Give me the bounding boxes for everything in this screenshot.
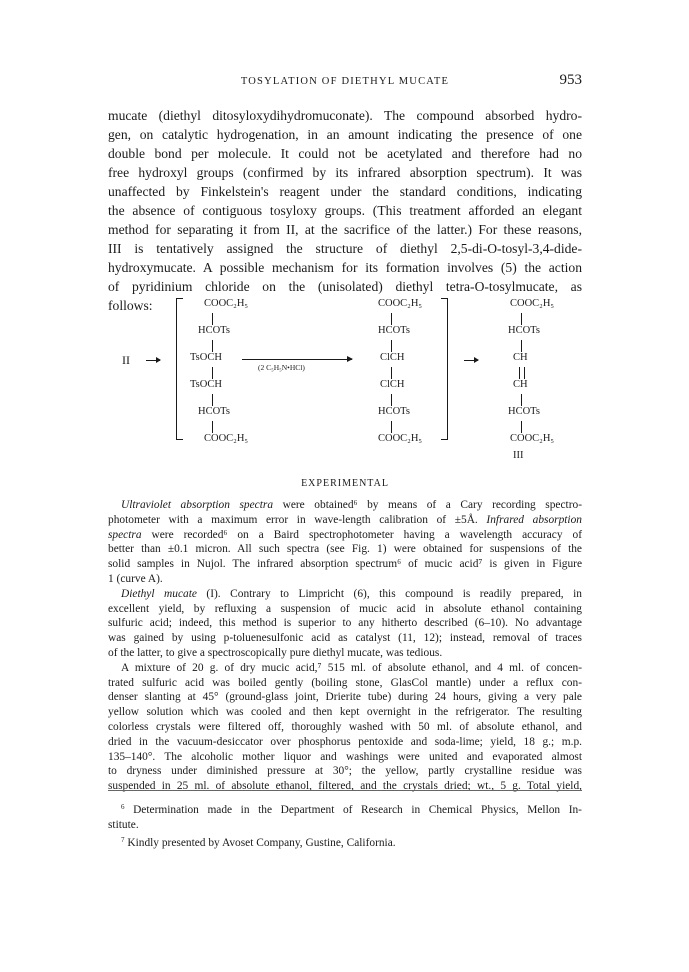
footnote-mark: 7 — [121, 835, 125, 844]
single-bond — [391, 394, 392, 406]
footnote-7: $^7$ Kindly presented by Avoset Company, Gustine, California. — [121, 835, 396, 849]
text-line: 135–140°. The alcoholic mother liquor and washings were united and evaporated almost — [108, 750, 582, 763]
formula-group: CH — [513, 379, 528, 390]
text-line: colorless crystals were filtered off, thoroughly washed with 50 ml. of absolute ethanol, and — [108, 720, 582, 733]
formula-group: COOC₂H₅ — [204, 433, 249, 444]
single-bond — [212, 421, 213, 433]
footnote-6-continued: stitute. — [108, 818, 139, 831]
single-bond — [521, 340, 522, 352]
text-line: yellow solution which was cooled and then kept overnight in the refrigerator. The resulting — [108, 706, 582, 719]
section-heading: EXPERIMENTAL — [301, 478, 389, 489]
formula-group: HCOTs — [198, 325, 230, 336]
formula-group: COOC₂H₅ — [378, 298, 423, 309]
text-line: follows: — [108, 298, 153, 313]
running-head — [108, 72, 582, 92]
text-line: unaffected by Finkelstein's reagent under the standard conditions, indicating — [108, 184, 582, 199]
double-bond — [519, 367, 525, 379]
formula-group: TsOCH — [190, 352, 222, 363]
text-line: hydroxymucate. A possible mechanism for its formation involves (5) the action — [108, 260, 582, 275]
formula-group: COOC₂H₅ — [378, 433, 423, 444]
text-line: of the latter, to give a spectroscopically pure diethyl mucate, was tedious. — [108, 646, 443, 659]
reaction-arrow — [146, 360, 160, 361]
formula-group: CH — [513, 352, 528, 363]
text-line: III is tentatively assigned the structure of diethyl 2,5-di-O-tosyl-3,4-dide- — [108, 241, 582, 256]
left-bracket — [176, 298, 183, 440]
footnote-6: $^6$ Determination made in the Department of Research in Chemical Physics, Mellon In- — [121, 803, 582, 816]
text-line: free hydroxyl groups (confirmed by its infrared absorption spectrum). It was — [108, 165, 582, 180]
formula-group: COOC₂H₅ — [510, 433, 555, 444]
single-bond — [521, 421, 522, 433]
footnote-mark: 6 — [121, 803, 125, 811]
experimental-text — [108, 498, 582, 794]
formula-group: HCOTs — [198, 406, 230, 417]
text-line: Diethyl mucate (I). Contrary to Limpricht (6), this compound is readily prepared, in — [121, 587, 582, 600]
single-bond — [391, 421, 392, 433]
text-line: to dryness under diminished pressure at 30°; the yellow, partly crystalline residue was — [108, 765, 582, 778]
single-bond — [521, 313, 522, 325]
text-line: photometer with a maximum error in wave-length calibration of ±5Å. Infrared absorption — [108, 513, 582, 526]
reaction-scheme — [108, 296, 582, 466]
reaction-arrow-long — [242, 359, 352, 360]
text-line: was gained by using p-toluenesulfonic acid as catalyst (11, 12); instead, removal of traces — [108, 632, 582, 645]
compound-label-II: II — [122, 353, 130, 367]
text-line: trated sulfuric acid was boiled gently (boiling stone, GlasCol mantle) under a reflux con- — [108, 676, 582, 689]
text-line: solid samples in Nujol. The infrared absorption spectrum⁶ of mucic acid⁷ is given in Figure — [108, 558, 582, 571]
formula-group: HCOTs — [508, 325, 540, 336]
text-line: of pyridinium chloride on the (unisolated) diethyl tetra-O-tosylmucate, as — [108, 279, 582, 294]
reaction-arrow — [464, 360, 478, 361]
page-number: 953 — [559, 72, 582, 88]
formula-group: ClCH — [380, 352, 405, 363]
text-line: mucate (diethyl ditosyloxydihydromuconate). The compound absorbed hydro- — [108, 108, 582, 123]
single-bond — [212, 313, 213, 325]
text-line: the absence of contiguous tosyloxy groups. (This treatment afforded an elegant — [108, 203, 582, 218]
single-bond — [521, 394, 522, 406]
text-line: double bond per molecule. It could not be acetylated and therefore had no — [108, 146, 582, 161]
text-line: dried in the vacuum-desiccator over phosphorus pentoxide and soda-lime; yield, 18 g.; m.p. — [108, 735, 582, 748]
text-line: gen, on catalytic hydrogenation, in an amount indicating the presence of one — [108, 127, 582, 142]
footnotes — [108, 800, 582, 850]
text-line: sulfuric acid; indeed, this method is superior to any hitherto described (6–10). No advantage — [108, 617, 582, 630]
text-line: spectra were recorded⁶ on a Baird spectrophotometer having a wavelength accuracy of — [108, 528, 582, 541]
text-line: 1 (curve A). — [108, 572, 163, 585]
single-bond — [391, 367, 392, 379]
right-bracket — [441, 298, 448, 440]
single-bond — [212, 394, 213, 406]
formula-group: HCOTs — [508, 406, 540, 417]
running-title: TOSYLATION OF DIETHYL MUCATE — [240, 76, 450, 87]
text-line: suspended in 25 ml. of absolute ethanol, filtered, and the crystals dried; wt., 5 g. Total yield, — [108, 780, 582, 793]
formula-group: COOC₂H₅ — [204, 298, 249, 309]
formula-group: COOC₂H₅ — [510, 298, 555, 309]
text-line: A mixture of 20 g. of dry mucic acid,⁷ 515 ml. of absolute ethanol, and 4 ml. of concen- — [121, 661, 582, 674]
text-line: Ultraviolet absorption spectra were obtained⁶ by means of a Cary recording spectro- — [121, 499, 582, 511]
text-line: excellent yield, by refluxing a suspension of mucic acid in absolute ethanol containing — [108, 602, 582, 615]
single-bond — [212, 340, 213, 352]
reagent-label: (2 C₅H₅N•HCl) — [258, 363, 305, 372]
single-bond — [212, 367, 213, 379]
intro-paragraph — [108, 106, 582, 315]
formula-group: TsOCH — [190, 379, 222, 390]
formula-group: HCOTs — [378, 325, 410, 336]
single-bond — [391, 313, 392, 325]
text-line: denser slanting at 45° (ground-glass joint, Drierite tube) during 24 hours, giving a very pale — [108, 691, 582, 704]
text-line: method for separating it from II, at the sacrifice of the latter.) For these reasons, — [108, 222, 582, 237]
text-line: better than ±0.1 micron. All such spectra (see Fig. 1) were obtained for suspensions of the — [108, 543, 582, 556]
footnote-divider — [108, 790, 582, 791]
compound-label-III: III — [513, 450, 524, 461]
formula-group: HCOTs — [378, 406, 410, 417]
formula-group: ClCH — [380, 379, 405, 390]
single-bond — [391, 340, 392, 352]
